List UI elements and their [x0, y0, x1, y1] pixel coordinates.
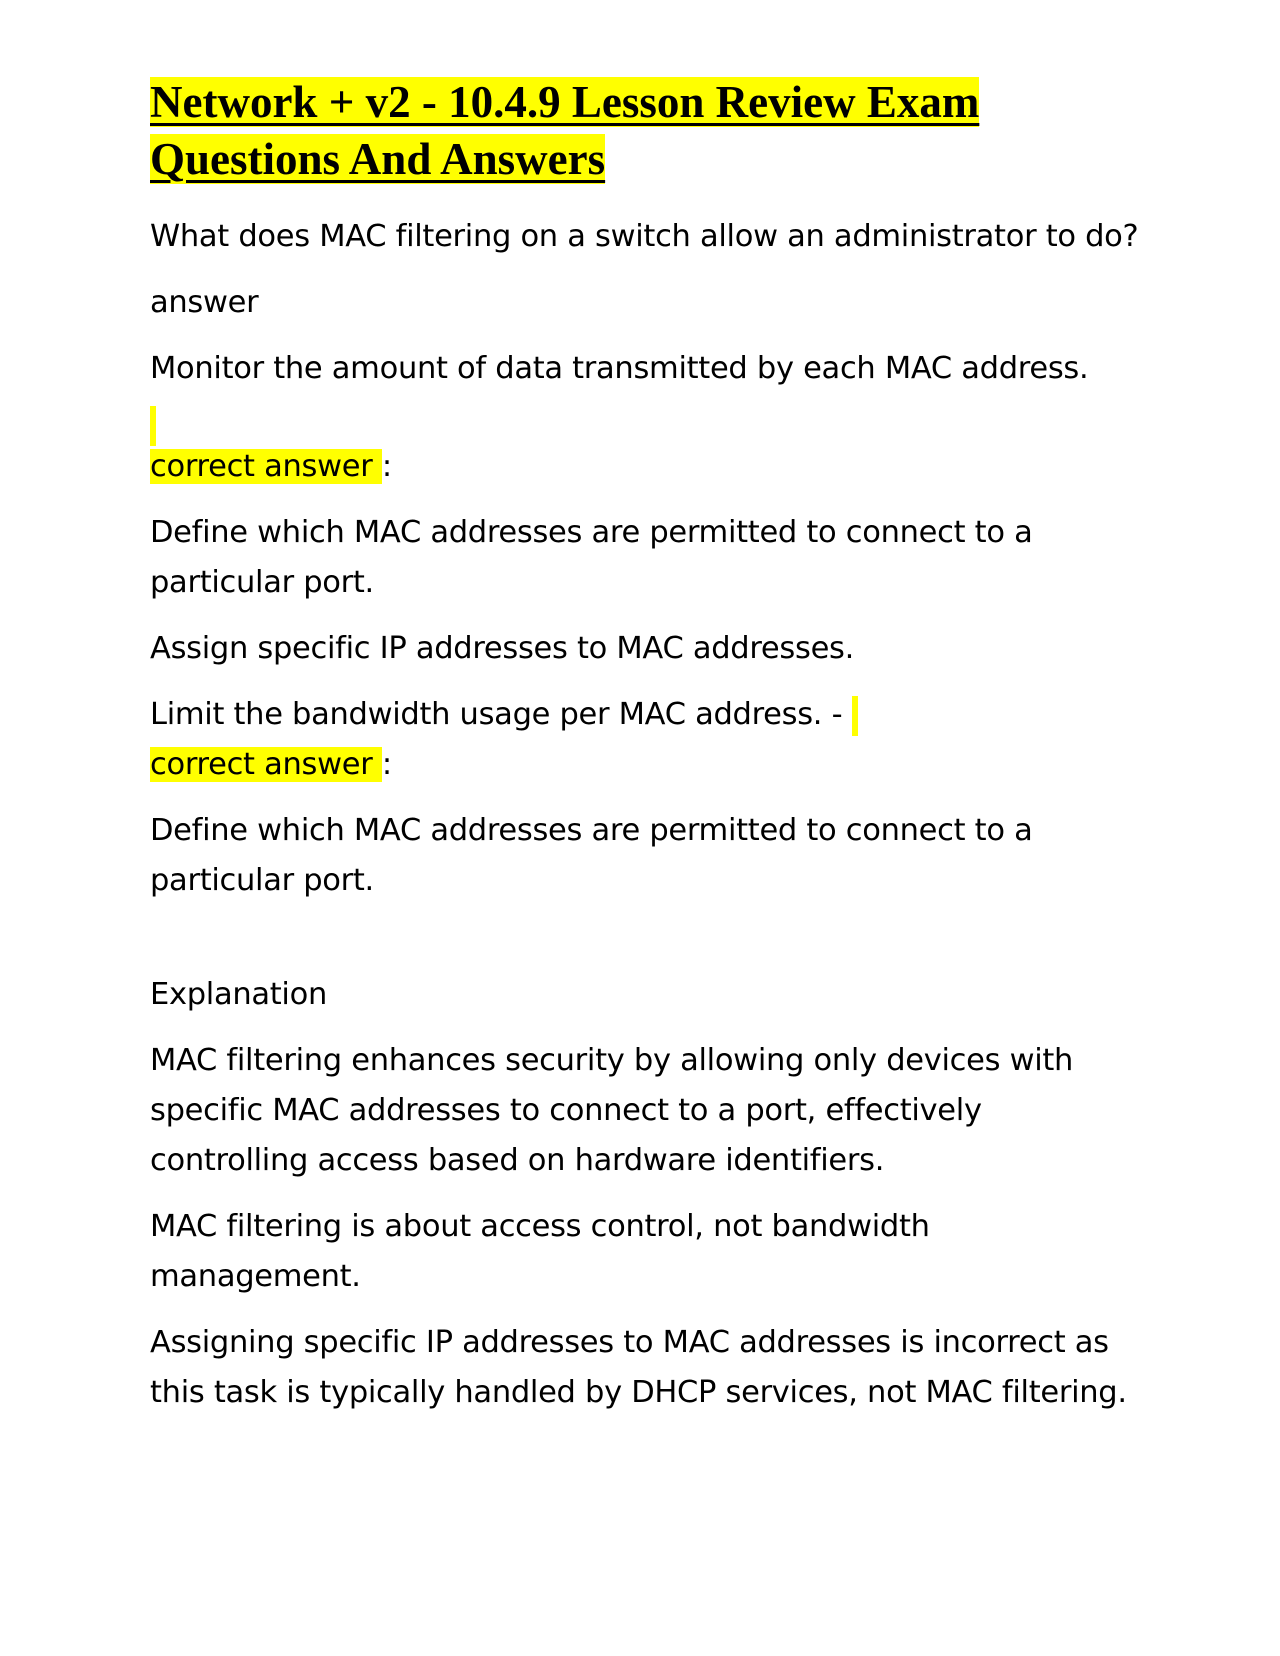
answer-label: answer	[150, 285, 259, 320]
correct-answer-text-2: Define which MAC addresses are permitted to connect to a particular port.	[150, 813, 1033, 898]
explanation-paragraph-1: MAC filtering enhances security by allowing only devices with specific MAC addresses to connect to a port, effectively controlling access based on hardware identifiers.	[150, 1043, 1074, 1178]
title-line-2: Questions And Answers	[150, 134, 606, 184]
document-content	[150, 74, 1140, 1434]
correct-answer-label: correct answer	[150, 747, 382, 782]
option-2: Assign specific IP addresses to MAC addresses.	[150, 631, 855, 666]
option-3-text: Limit the bandwidth usage per MAC address. -	[150, 697, 843, 732]
correct-answer-text-1: Define which MAC addresses are permitted to connect to a particular port.	[150, 515, 1033, 600]
correct-answer-line-2	[150, 740, 1140, 790]
correct-answer-line-1	[150, 442, 1140, 492]
explanation-paragraph-3: Assigning specific IP addresses to MAC addresses is incorrect as this task is typically handled by DHCP services, not MAC filtering.	[150, 1325, 1127, 1410]
explanation-label: Explanation	[150, 977, 327, 1012]
highlight-marker	[852, 696, 858, 736]
option-1: Monitor the amount of data transmitted by each MAC address.	[150, 351, 1089, 386]
blank-line	[150, 922, 1140, 970]
correct-answer-label: correct answer	[150, 449, 382, 484]
explanation-paragraph-2: MAC filtering is about access control, not bandwidth management.	[150, 1209, 930, 1294]
question-text: What does MAC filtering on a switch allow an administrator to do?	[150, 219, 1139, 254]
colon: :	[381, 449, 392, 484]
title-line-1: Network + v2 - 10.4.9 Lesson Review Exam	[150, 77, 980, 127]
document-title	[150, 74, 1140, 188]
highlight-marker-row	[150, 400, 1140, 442]
highlight-marker	[150, 406, 156, 446]
colon: :	[381, 747, 392, 782]
document-body	[150, 212, 1140, 1418]
option-3	[150, 690, 1140, 740]
